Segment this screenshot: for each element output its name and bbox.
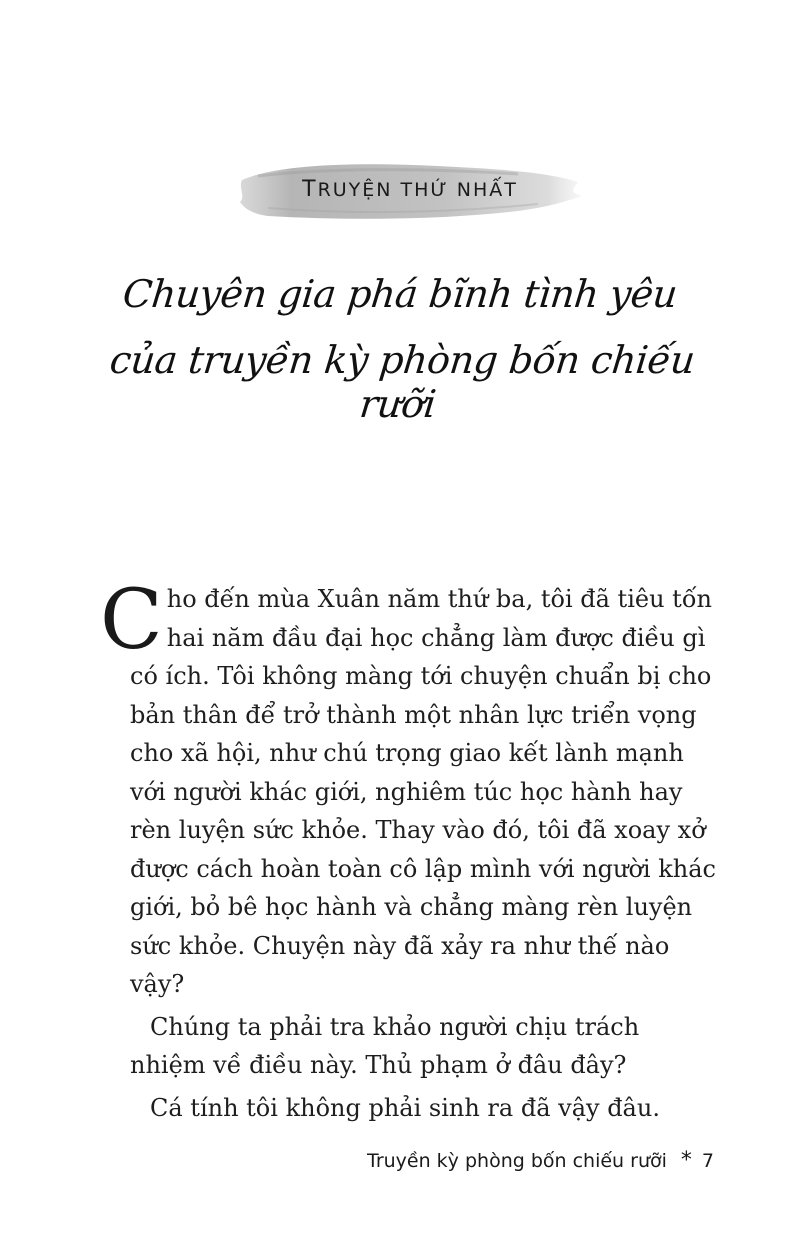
chapter-label bbox=[238, 170, 582, 210]
chapter-label-rest: RUYỆN THỨ NHẤT bbox=[317, 179, 518, 201]
chapter-title-line-2: của truyền kỳ phòng bốn chiếu rưỡi bbox=[107, 338, 697, 426]
page-number: 7 bbox=[701, 1150, 714, 1172]
separator-asterisk: * bbox=[680, 1148, 692, 1173]
body-text bbox=[100, 573, 720, 1127]
drop-cap: C bbox=[100, 573, 163, 668]
chapter-label-initial: T bbox=[302, 177, 318, 202]
running-title: Truyền kỳ phòng bốn chiếu rưỡi bbox=[367, 1150, 667, 1172]
paragraph-2: Chúng ta phải tra khảo người chịu trách nhiệm về điều này. Thủ phạm ở đâu đây? bbox=[130, 1012, 640, 1079]
chapter-title-line-1: Chuyên gia phá bĩnh tình yêu bbox=[120, 272, 680, 316]
paragraph-1 bbox=[100, 573, 720, 1004]
paragraph-3: Cá tính tôi không phải sinh ra đã vậy đâu. bbox=[150, 1093, 660, 1122]
paragraph-1-text: ho đến mùa Xuân năm thứ ba, tôi đã tiêu tốn hai năm đầu đại học chẳng làm được điều gì có ích. Tôi không màng tới chuyện chuẩn bị cho bản thân để trở thành một nhân lực triển vọng cho xã hội, như chú trọng giao kết lành mạnh với người khác giới, nghiêm túc học hành hay rèn luyện sức khỏe. Thay vào đó, tôi đã xoay xở được cách hoàn toàn cô lập mình với người khác giới, bỏ bê học hành và chẳng màng rèn luyện sức khỏe. Chuyện này đã xảy ra như thế nào vậy? bbox=[130, 585, 716, 998]
page-footer bbox=[367, 1148, 714, 1173]
